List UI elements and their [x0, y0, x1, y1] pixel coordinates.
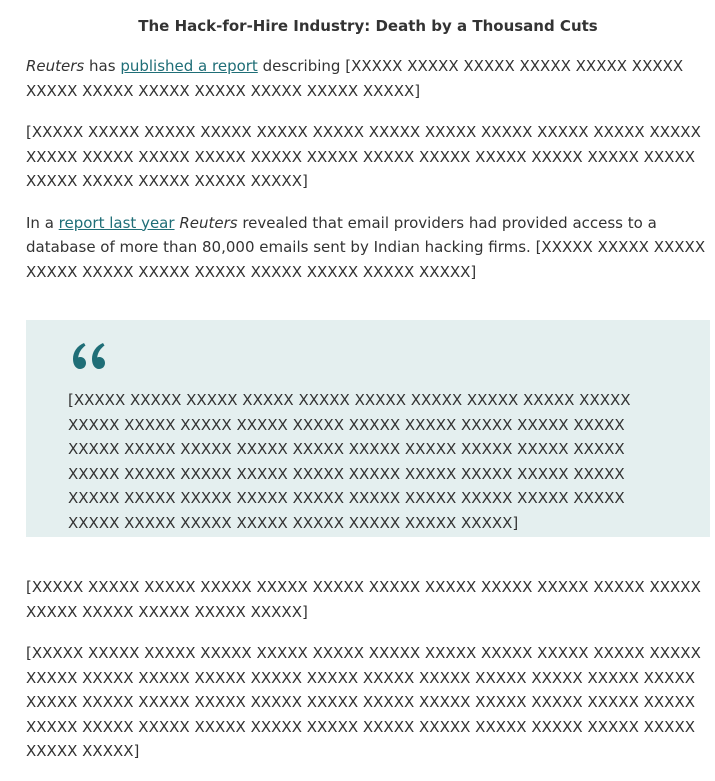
paragraph-3-intro: In a	[26, 213, 59, 232]
article-title: The Hack-for-Hire Industry: Death by a Thousand Cuts	[138, 17, 598, 35]
published-report-link[interactable]: published a report	[120, 57, 258, 75]
paragraph-1-text: describing [XXXXX XXXXX XXXXX XXXXX XXXXX XXXXX XXXXX XXXXX XXXXX XXXXX XXXXX XXXXX XXXXX]	[26, 57, 684, 100]
paragraph-4: [XXXXX XXXXX XXXXX XXXXX XXXXX XXXXX XXXXX XXXXX XXXXX XXXXX XXXXX XXXXX XXXXX XXXXX XXXXX XXXXX XXXXX]	[26, 578, 701, 621]
pull-quote-text: [XXXXX XXXXX XXXXX XXXXX XXXXX XXXXX XXXXX XXXXX XXXXX XXXXX XXXXX XXXXX XXXXX XXXXX XXXXX XXXXX XXXXX XXXXX XXXXX XXXXX XXXXX XXXXX XXXXX XXXXX XXXXX XXXXX XXXXX XXXXX XXXXX XXXXX XXXXX XXXXX XXXXX XXXXX XXXXX XXXXX XXXXX XXXXX XXXXX XXXXX XXXXX XXXXX XXXXX XXXXX XXXXX XXXXX XXXXX XXXXX XXXXX XXXXX XXXXX XXXXX XXXXX XXXXX XXXXX XXXXX XXXXX XXXXX]	[68, 391, 631, 532]
quote-icon	[68, 340, 108, 374]
source-name: Reuters	[26, 57, 85, 75]
source-name: Reuters	[179, 213, 238, 232]
paragraph-1	[26, 54, 710, 103]
article	[26, 14, 710, 781]
paragraph-5: [XXXXX XXXXX XXXXX XXXXX XXXXX XXXXX XXXXX XXXXX XXXXX XXXXX XXXXX XXXXX XXXXX XXXXX XXXXX XXXXX XXXXX XXXXX XXXXX XXXXX XXXXX XXXXX XXXXX XXXXX XXXXX XXXXX XXXXX XXXXX XXXXX XXXXX XXXXX XXXXX XXXXX XXXXX XXXXX XXXXX XXXXX XXXXX XXXXX XXXXX XXXXX XXXXX XXXXX XXXXX XXXXX XXXXX XXXXX XXXXX XXXXX XXXXX]	[26, 644, 701, 760]
paragraph-3-text: revealed that email providers had provided access to a database of more than 80,000 emails sent by Indian hacking firms. [XXXXX XXXXX XXXXX XXXXX XXXXX XXXXX XXXXX XXXXX XXXXX XXXXX XXXXX]	[26, 213, 706, 281]
paragraph-2: [XXXXX XXXXX XXXXX XXXXX XXXXX XXXXX XXXXX XXXXX XXXXX XXXXX XXXXX XXXXX XXXXX XXXXX XXXXX XXXXX XXXXX XXXXX XXXXX XXXXX XXXXX XXXXX XXXXX XXXXX XXXXX XXXXX XXXXX XXXXX XXXXX]	[26, 123, 701, 190]
pull-quote	[26, 320, 710, 537]
paragraph-3	[26, 211, 710, 285]
report-last-year-link[interactable]: report last year	[58, 213, 175, 232]
paragraph-1-connector: has	[84, 57, 121, 75]
